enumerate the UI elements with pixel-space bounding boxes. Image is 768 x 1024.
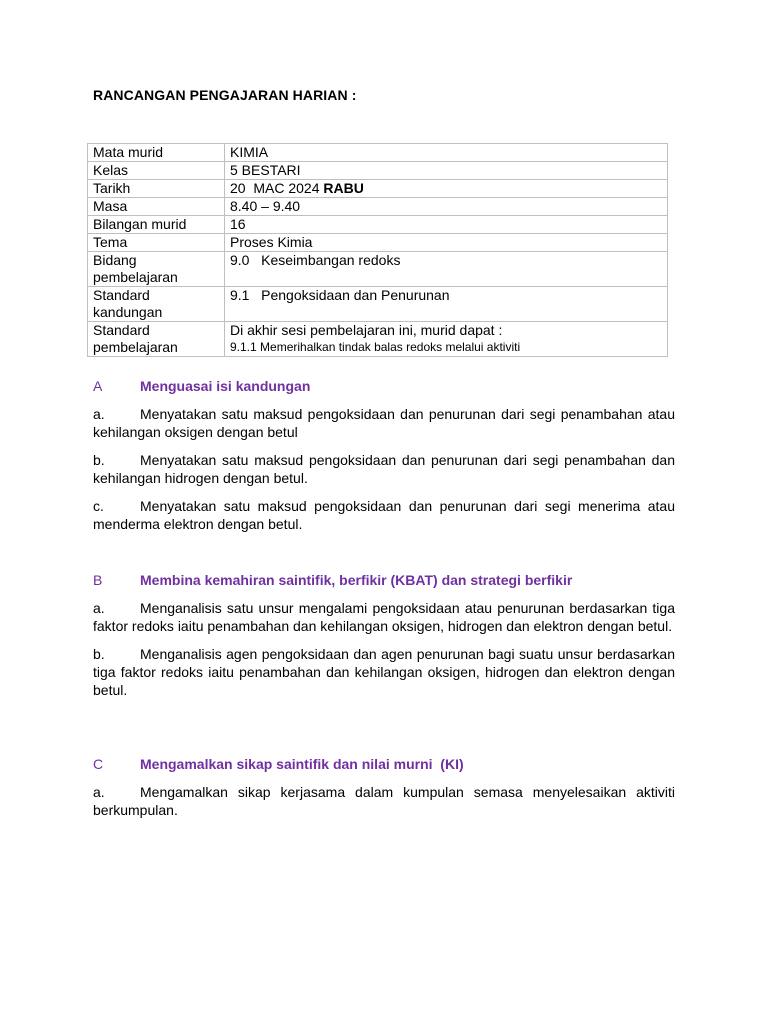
item-text: Menyatakan satu maksud pengoksidaan dan penurunan dari segi penambahan atau kehilangan oksigen dengan betul bbox=[93, 406, 675, 440]
time-label: Masa bbox=[88, 198, 225, 216]
table-row bbox=[88, 252, 668, 287]
students-value: 16 bbox=[225, 216, 668, 234]
list-item bbox=[93, 451, 675, 487]
section-b bbox=[93, 571, 675, 699]
item-text: Mengamalkan sikap kerjasama dalam kumpulan semasa menyelesaikan aktiviti berkumpulan. bbox=[93, 784, 675, 818]
date-label: Tarikh bbox=[88, 180, 225, 198]
date-day: RABU bbox=[323, 180, 364, 196]
section-heading bbox=[93, 755, 675, 773]
theme-label: Tema bbox=[88, 234, 225, 252]
field-value: 9.0 Keseimbangan redoks bbox=[225, 252, 668, 287]
learning-standard-label-line-2: pembelajaran bbox=[93, 339, 178, 355]
learning-standard-value: Di akhir sesi pembelajaran ini, murid dapat : bbox=[230, 322, 503, 338]
section-heading bbox=[93, 571, 675, 589]
list-item bbox=[93, 497, 675, 533]
list-item bbox=[93, 405, 675, 441]
section-title: Menguasai isi kandungan bbox=[140, 378, 311, 394]
lesson-info-table bbox=[87, 143, 668, 357]
list-item bbox=[93, 599, 675, 635]
content-standard-value: 9.1 Pengoksidaan dan Penurunan bbox=[225, 287, 668, 322]
section-letter: C bbox=[93, 756, 104, 772]
learning-standard-label-line-1: Standard bbox=[93, 322, 150, 338]
field-label bbox=[88, 252, 225, 287]
item-label: b. bbox=[93, 452, 105, 468]
list-item bbox=[93, 783, 675, 819]
date-cell bbox=[225, 180, 668, 198]
section-letter: A bbox=[93, 378, 103, 394]
table-row bbox=[88, 180, 668, 198]
table-row bbox=[88, 234, 668, 252]
table-row bbox=[88, 162, 668, 180]
class-label: Kelas bbox=[88, 162, 225, 180]
content-standard-label-line-2: kandungan bbox=[93, 304, 163, 320]
content-standard-label-line-1: Standard bbox=[93, 287, 150, 303]
section-letter: B bbox=[93, 572, 103, 588]
item-text: Menganalisis agen pengoksidaan dan agen penurunan bagi suatu unsur berdasarkan tiga faktor redoks iaitu penambahan dan kehilangan oksigen, hidrogen dan elektron dengan betul. bbox=[93, 646, 675, 698]
section-a bbox=[93, 377, 675, 533]
field-label-line-1: Bidang bbox=[93, 252, 137, 268]
table-row bbox=[88, 144, 668, 162]
item-label: a. bbox=[93, 406, 105, 422]
learning-standard-cell bbox=[225, 322, 668, 357]
item-text: Menyatakan satu maksud pengoksidaan dan penurunan dari segi penambahan dan kehilangan hidrogen dengan betul. bbox=[93, 452, 675, 486]
learning-standard-detail: 9.1.1 Memerihalkan tindak balas redoks melalui aktiviti bbox=[230, 340, 521, 354]
section-title: Mengamalkan sikap saintifik dan nilai murni (KI) bbox=[140, 756, 464, 772]
field-label-line-2: pembelajaran bbox=[93, 269, 178, 285]
time-value: 8.40 – 9.40 bbox=[225, 198, 668, 216]
item-label: a. bbox=[93, 784, 105, 800]
section-heading bbox=[93, 377, 675, 395]
theme-value: Proses Kimia bbox=[225, 234, 668, 252]
section-title: Membina kemahiran saintifik, berfikir (KBAT) dan strategi berfikir bbox=[140, 572, 573, 588]
class-value: 5 BESTARI bbox=[225, 162, 668, 180]
subject-label: Mata murid bbox=[88, 144, 225, 162]
table-row bbox=[88, 287, 668, 322]
item-label: c. bbox=[93, 498, 104, 514]
content-standard-label bbox=[88, 287, 225, 322]
page-title: RANCANGAN PENGAJARAN HARIAN : bbox=[93, 87, 357, 103]
table-row bbox=[88, 216, 668, 234]
subject-value: KIMIA bbox=[225, 144, 668, 162]
list-item bbox=[93, 645, 675, 699]
table-row bbox=[88, 322, 668, 357]
section-c bbox=[93, 755, 675, 819]
learning-standard-label bbox=[88, 322, 225, 357]
item-text: Menganalisis satu unsur mengalami pengoksidaan atau penurunan berdasarkan tiga faktor redoks iaitu penambahan dan kehilangan oksigen, hidrogen dan elektron dengan betul. bbox=[93, 600, 675, 634]
item-text: Menyatakan satu maksud pengoksidaan dan penurunan dari segi menerima atau menderma elektron dengan betul. bbox=[93, 498, 675, 532]
item-label: a. bbox=[93, 600, 105, 616]
date-value: 20 MAC 2024 bbox=[230, 180, 324, 196]
table-row bbox=[88, 198, 668, 216]
item-label: b. bbox=[93, 646, 105, 662]
students-label: Bilangan murid bbox=[88, 216, 225, 234]
